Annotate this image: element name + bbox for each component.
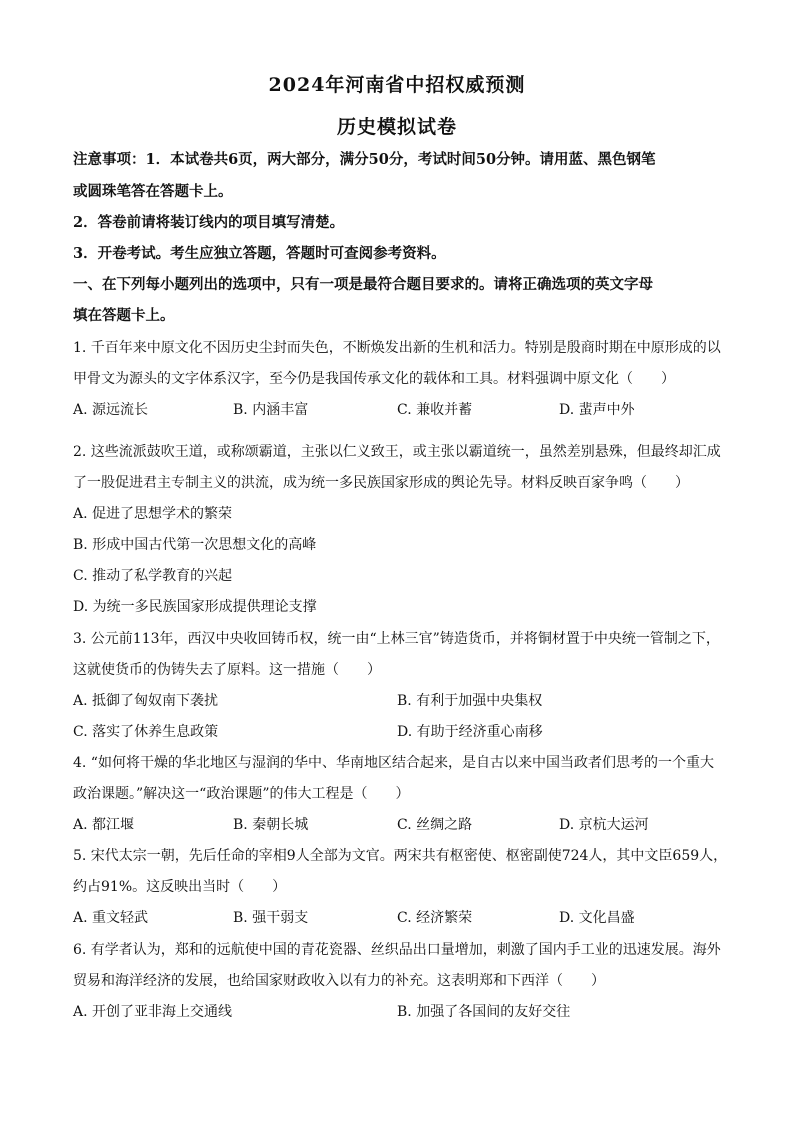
question-3-line-2: 这就使货币的伪铸失去了原料。这一措施（ ） [73,662,381,678]
question-2-line-2: 了一股促进君主专制主义的洪流，成为统一多民族国家形成的舆论先导。材料反映百家争鸣（ ） [73,475,689,491]
question-5-option-a: A. 重文轻武 [73,910,149,926]
question-1-line-2: 甲骨文为源头的文字体系汉字，至今仍是我国传承文化的载体和工具。材料强调中原文化（ ） [73,371,675,387]
question-3-option-b: B. 有利于加强中央集权 [397,693,543,709]
question-1-option-c: C. 兼收并蓄 [397,402,473,418]
question-3-option-a: A. 抵御了匈奴南下袭扰 [73,693,219,709]
notes-line-1: 注意事项：1．本试卷共6页，两大部分，满分50分，考试时间50分钟。请用蓝、黑色钢笔 [73,151,656,168]
question-6-line-1: 6. 有学者认为，郑和的远航使中国的青花瓷器、丝织品出口量增加，刺激了国内手工业的迅速发展。海外 [73,942,721,958]
question-2-option-d: D. 为统一多民族国家形成提供理论支撑 [73,599,317,615]
question-4-option-c: C. 丝绸之路 [397,817,473,833]
question-1-option-b: B. 内涵丰富 [233,402,309,418]
section-heading-line-2: 填在答题卡上。 [73,307,175,324]
question-3-option-d: D. 有助于经济重心南移 [397,724,543,740]
question-4-option-d: D. 京杭大运河 [559,817,649,833]
notes-line-4: 3．开卷考试。考生应独立答题，答题时可查阅参考资料。 [73,245,446,262]
question-4-option-b: B. 秦朝长城 [233,817,309,833]
question-5-option-c: C. 经济繁荣 [397,910,473,926]
question-6-line-2: 贸易和海洋经济的发展，也给国家财政收入以有力的补充。这表明郑和下西洋（ ） [73,973,605,989]
page-subtitle: 历史模拟试卷 [336,116,457,138]
question-2-line-1: 2. 这些流派鼓吹王道，或称颂霸道，主张以仁义致王，或主张以霸道统一，虽然差别悬殊，但最终却汇成 [73,444,721,460]
question-1-line-1: 1. 千百年来中原文化不因历史尘封而失色，不断焕发出新的生机和活力。特别是殷商时期在中原形成的以 [73,340,721,356]
question-2-option-c: C. 推动了私学教育的兴起 [73,568,233,584]
question-2-option-a: A. 促进了思想学术的繁荣 [73,506,233,522]
notes-line-3: 2．答卷前请将装订线内的项目填写清楚。 [73,214,345,231]
page-title: 2024年河南省中招权威预测 [268,74,526,96]
question-1-option-a: A. 源远流长 [73,402,149,418]
question-3-option-c: C. 落实了休养生息政策 [73,724,219,740]
question-5-option-d: D. 文化昌盛 [559,910,635,926]
question-5-line-1: 5. 宋代太宗一朝，先后任命的宰相9人全部为文官。两宋共有枢密使、枢密副使724人，其中文臣659人， [73,848,728,864]
question-6-option-a: A. 开创了亚非海上交通线 [73,1004,233,1020]
question-1-option-d: D. 蜚声中外 [559,402,635,418]
notes-line-2: 或圆珠笔答在答题卡上。 [73,183,233,200]
question-2-option-b: B. 形成中国古代第一次思想文化的高峰 [73,537,317,553]
question-4-option-a: A. 都江堰 [73,817,135,833]
question-3-line-1: 3. 公元前113年，西汉中央收回铸币权，统一由“上林三官”铸造货币，并将铜材置于中央统一管制之下， [73,631,720,647]
question-6-option-b: B. 加强了各国间的友好交往 [397,1004,571,1020]
question-4-line-2: 政治课题。”解决这一“政治课题”的伟大工程是（ ） [73,786,410,802]
question-4-line-1: 4. “如何将干燥的华北地区与湿润的华中、华南地区结合起来，是自古以来中国当政者们思考的一个重大 [73,755,714,771]
section-heading-line-1: 一、在下列每小题列出的选项中，只有一项是最符合题目要求的。请将正确选项的英文字母 [73,276,653,293]
question-5-line-2: 约占91%。这反映出当时（ ） [73,879,287,895]
question-5-option-b: B. 强干弱支 [233,910,309,926]
